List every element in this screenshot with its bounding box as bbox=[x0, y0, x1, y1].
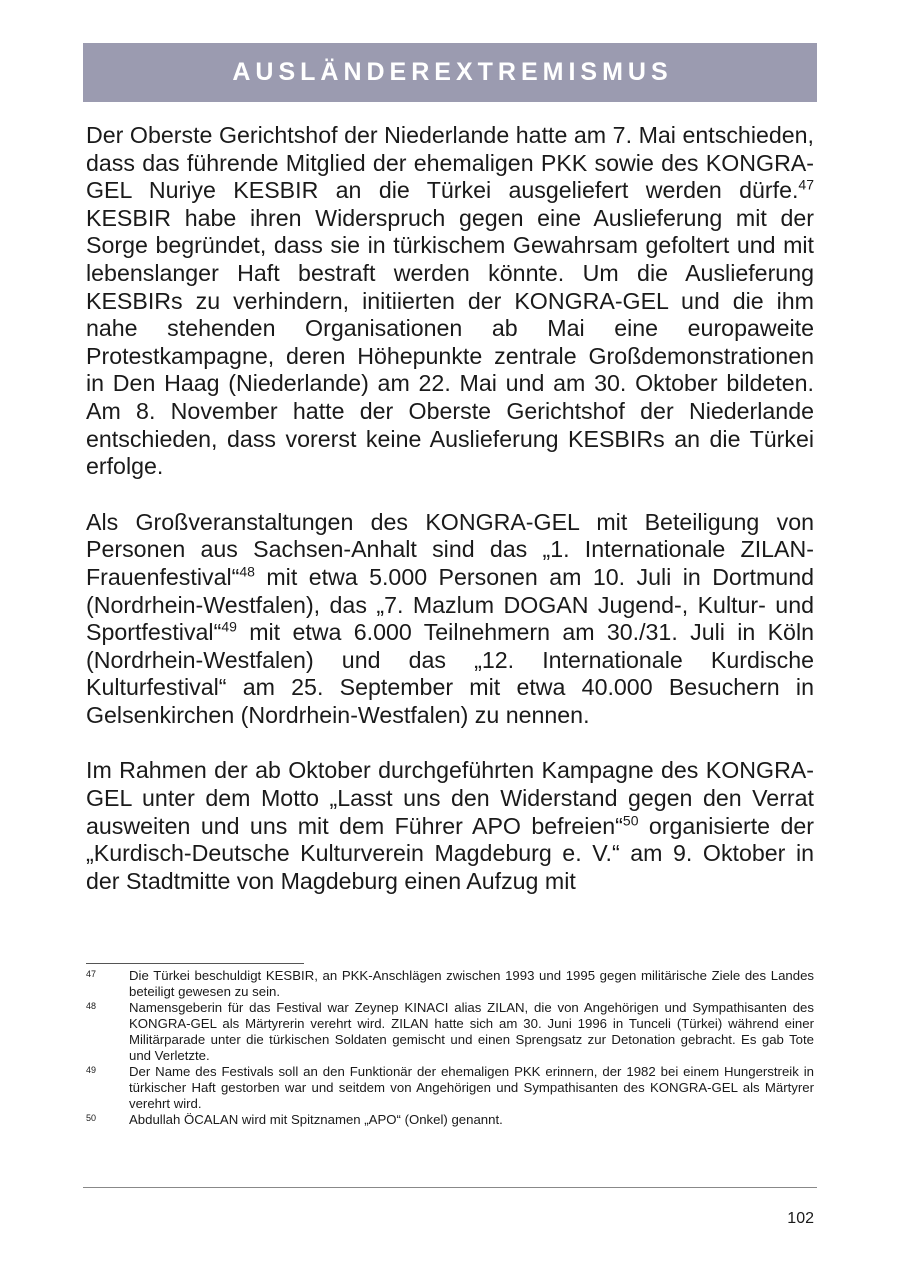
footnote-ref-47[interactable]: 47 bbox=[798, 176, 814, 193]
footnote-ref-50[interactable]: 50 bbox=[622, 811, 639, 828]
section-header-bar bbox=[83, 43, 817, 102]
paragraph-text: Als Großveranstaltungen des KONGRA-GEL mit Beteiligung von Personen aus Sachsen-Anhalt sind das „1. Internationale ZILAN-Frauenfestival“ bbox=[86, 508, 814, 590]
body-text bbox=[86, 122, 814, 923]
paragraph-text: KESBIR habe ihren Widerspruch gegen eine Auslieferung mit der Sorge begründet, dass sie in türkischem Gewahrsam gefoltert und mit lebenslanger Haft bestraft werden könnte. Um die Auslieferung KESBIRs zu verhindern, initiierten der KONGRA-GEL und die ihm nahe stehenden Organisationen ab Mai eine europaweite Protestkampagne, deren Höhepunkte zentrale Großdemonstrationen in Den Haag (Niederlande) am 22. Mai und am 30. Oktober bildeten. Am 8. November hatte der Oberste Gerichtshof der Niederlande entschieden, dass vorerst keine Auslieferung KESBIRs an die Türkei erfolge. bbox=[86, 204, 814, 480]
footnote-separator bbox=[86, 963, 304, 964]
footnote-ref-49[interactable]: 49 bbox=[221, 618, 237, 635]
footnote-number: 47 bbox=[86, 969, 97, 979]
footnote-number: 49 bbox=[86, 1065, 97, 1075]
footnote-text: Namensgeberin für das Festival war Zeynep KINACI alias ZILAN, die von Angehörigen und Sympathisanten des KONGRA-GEL als Märtyrerin verehrt wird. ZILAN hatte sich am 30. Juni 1996 in Tunceli (Türkei) während einer Militärparade unter die türkischen Soldaten gemischt und einen Sprengsatz zur Detonation gebracht. Es gab Tote und Verletzte. bbox=[129, 1000, 814, 1063]
footnote-text: Der Name des Festivals soll an den Funktionär der ehemaligen PKK erinnern, der 1982 bei einem Hungerstreik in türkischer Haft gestorben war und seitdem von Angehörigen und Sympathisanten des KONGRA-GEL als Märtyrer verehrt wird. bbox=[129, 1064, 814, 1111]
paragraph-text: Der Oberste Gerichtshof der Niederlande hatte am 7. Mai entschieden, dass das führende Mitglied der ehemaligen PKK sowie des KONGRA-GEL Nuriye KESBIR an die Türkei ausgeliefert werden dürfe. bbox=[86, 122, 814, 204]
paragraph-text: Im Rahmen der ab Oktober durchgeführten Kampagne des KONGRA-GEL unter dem Motto „Lasst uns den Widerstand gegen den Verrat ausweiten und uns mit dem Führer APO befreien“ bbox=[86, 757, 814, 839]
footnote-48 bbox=[86, 1000, 814, 1064]
paragraph-text: mit etwa 5.000 Personen am 10. Juli in Dortmund (Nordrhein-Westfalen), das „7. Mazlum DOGAN Jugend-, Kultur- und Sportfestival“ bbox=[86, 563, 814, 646]
page-footer-rule bbox=[83, 1187, 817, 1188]
paragraph-text: organisierte der „Kurdisch-Deutsche Kulturverein Magdeburg e. V.“ am 9. Oktober in der Stadtmitte von Magdeburg einen Aufzug mit bbox=[86, 812, 814, 894]
footnote-number: 50 bbox=[86, 1113, 97, 1123]
footnote-50 bbox=[86, 1112, 814, 1128]
footnotes bbox=[86, 968, 814, 1128]
footnote-text: Die Türkei beschuldigt KESBIR, an PKK-Anschlägen zwischen 1993 und 1995 gegen militärische Ziele des Landes beteiligt gewesen zu sein. bbox=[129, 968, 814, 999]
footnote-47 bbox=[86, 968, 814, 1000]
footnote-text: Abdullah ÖCALAN wird mit Spitznamen „APO“ (Onkel) genannt. bbox=[129, 1112, 503, 1127]
section-title: AUSLÄNDEREXTREMISMUS bbox=[232, 58, 673, 86]
paragraph-3 bbox=[86, 757, 814, 895]
footnote-ref-48[interactable]: 48 bbox=[239, 563, 255, 580]
footnote-49 bbox=[86, 1064, 814, 1112]
page-number: 102 bbox=[787, 1210, 814, 1227]
footnote-number: 48 bbox=[86, 1001, 97, 1011]
paragraph-1 bbox=[86, 122, 814, 481]
paragraph-text: mit etwa 6.000 Teilnehmern am 30./31. Juli in Köln (Nordrhein-Westfalen) und das „12. Internationale Kurdische Kulturfestival“ am 25. September mit etwa 40.000 Besuchern in Gelsenkirchen (Nordrhein-Westfalen) zu nennen. bbox=[86, 619, 814, 728]
paragraph-2 bbox=[86, 509, 814, 730]
